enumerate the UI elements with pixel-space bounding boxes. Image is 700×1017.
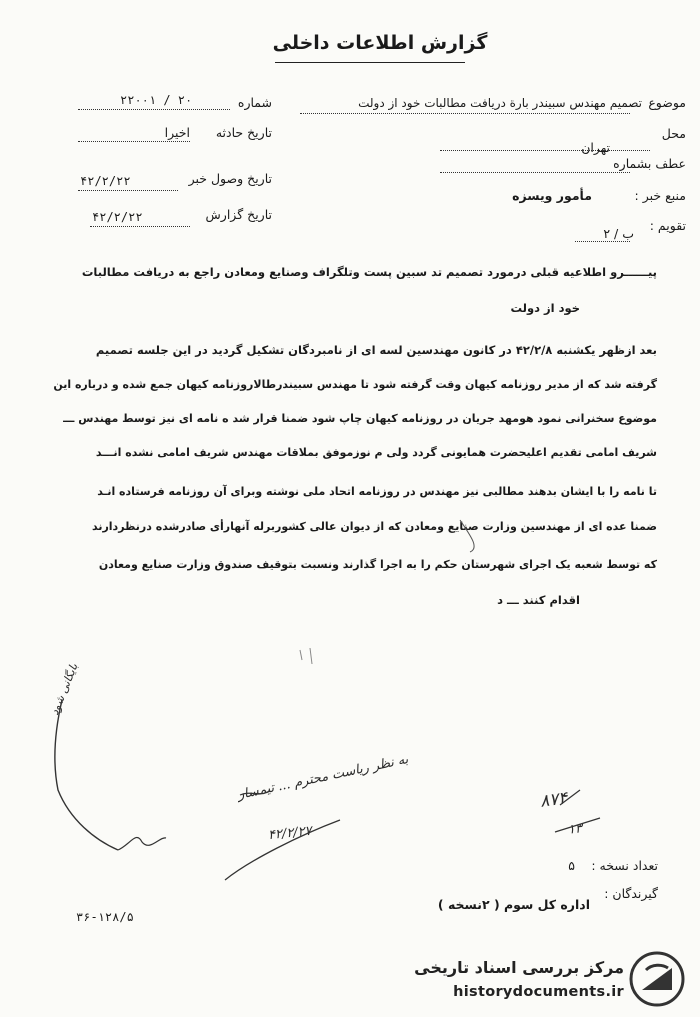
faint-mark-stroke	[300, 648, 312, 664]
body-line-3: بعد ازظهر یکشنبه ۴۲/۲/۸ در کانون مهندسین لسه ای از نامبردگان تشکیل گردید در این جلسه تصمیم	[95, 343, 657, 357]
body-line-10: اقدام کنند ـــ د	[497, 593, 580, 607]
archive-logo-icon	[628, 950, 686, 1008]
body-line-6: شریف امامی تقدیم اعلیحضرت همایونی گردد ولی م نوزموفق بملاقات مهندس شریف امامی نشده انـــد	[95, 446, 657, 459]
number-label: شماره	[237, 95, 272, 110]
recipients-label: گیرندگان :	[604, 886, 658, 901]
body-line-4: گرفته شد که از مدیر روزنامه کیهان وقت گرفته شود تا مهندس سبیندرطالاروزنامه کیهان جمع شده و درباره این	[53, 378, 657, 391]
number-tick-stroke	[560, 790, 580, 805]
calendar-value: ب / ۲	[603, 226, 634, 241]
signature-flourish-stroke	[240, 790, 270, 795]
body-line-2: خود از دولت	[510, 301, 580, 315]
news-receipt-value: ۴۲/۲/۲۲	[80, 174, 131, 188]
report-date-label: تاریخ گزارش	[205, 207, 272, 222]
margin-handwritten-note: بایگانی شود	[48, 661, 81, 717]
handwritten-fraction: ۱۳	[567, 821, 583, 838]
document-title: گزارش اطلاعات داخلی	[272, 32, 488, 54]
body-line-9: که توسط شعبه یک اجرای شهرستان حکم را به اجرا گذارند ونسبت بتوقیف صندوق وزارت صنایع ومعادن	[98, 558, 657, 571]
body-line-7: تا نامه را با ایشان بدهند مطالبی نیز مهندس در روزنامه اتحاد ملی نوشته وبرای آن روزنامه فرستاده انـد	[97, 485, 657, 498]
location-label: محل	[661, 126, 686, 141]
scribble-stroke-1	[460, 520, 474, 552]
archive-code: ۳۶-۱۲۸/۵	[76, 910, 134, 924]
body-line-5: موضوع سخنرانی نمود هومهد جریان در روزنامه کیهان چاپ شود ضمنا قرار شد ه نامه ای نیز توسط مهندس ـــ	[63, 412, 657, 425]
fraction-bar-stroke	[555, 818, 600, 832]
handwritten-signature-line: به نظر ریاست محترم ... تیمسار	[236, 752, 410, 803]
signature-underline-stroke	[225, 820, 340, 880]
subject-value: تصمیم مهندس سبیندر بارة دریافت مطالبات خود از دولت	[358, 96, 642, 110]
copies-value: ۵	[568, 858, 575, 873]
event-date-label: تاریخ حادثه	[215, 125, 272, 140]
handwritten-number: ۸۷۴	[538, 788, 569, 812]
report-date-value: ۴۲/۲/۲۲	[92, 210, 143, 224]
subject-label: موضوع	[648, 95, 686, 110]
margin-end-stroke	[118, 837, 166, 850]
ref-number-label: عطف بشماره	[613, 156, 686, 171]
margin-curve-stroke	[55, 700, 118, 850]
calendar-label: تقویم :	[649, 218, 686, 233]
body-line-1: پیــــــرو اطلاعیه قبلی درمورد تصمیم تد سبین پست وتلگراف وصنایع ومعادن راجع به دریافت مطالبات	[81, 265, 657, 279]
watermark-url: historydocuments.ir	[453, 984, 624, 1000]
handwritten-date: ۴۲/۲/۲۷	[267, 823, 313, 844]
event-date-value: اخیرا	[164, 125, 190, 140]
news-receipt-label: تاریخ وصول خبر	[188, 171, 272, 186]
location-value: تهران	[581, 140, 610, 155]
watermark-org-name: مرکز بررسی اسناد تاریخی	[414, 958, 624, 977]
copies-label: تعداد نسخه :	[591, 858, 658, 873]
number-value: ۲۲۰۰۱ / ۲۰	[120, 93, 193, 107]
body-line-8: ضمنا عده ای از مهندسین وزارت صنایع ومعادن که از دیوان عالی کشوربرله آنهارأی صادرشده درنظردارند	[91, 520, 657, 533]
recipients-value: اداره کل سوم ( ۲نسخه )	[437, 897, 590, 912]
source-value: مأمور ویسزه	[512, 188, 592, 203]
source-label: منبع خبر :	[634, 188, 686, 203]
